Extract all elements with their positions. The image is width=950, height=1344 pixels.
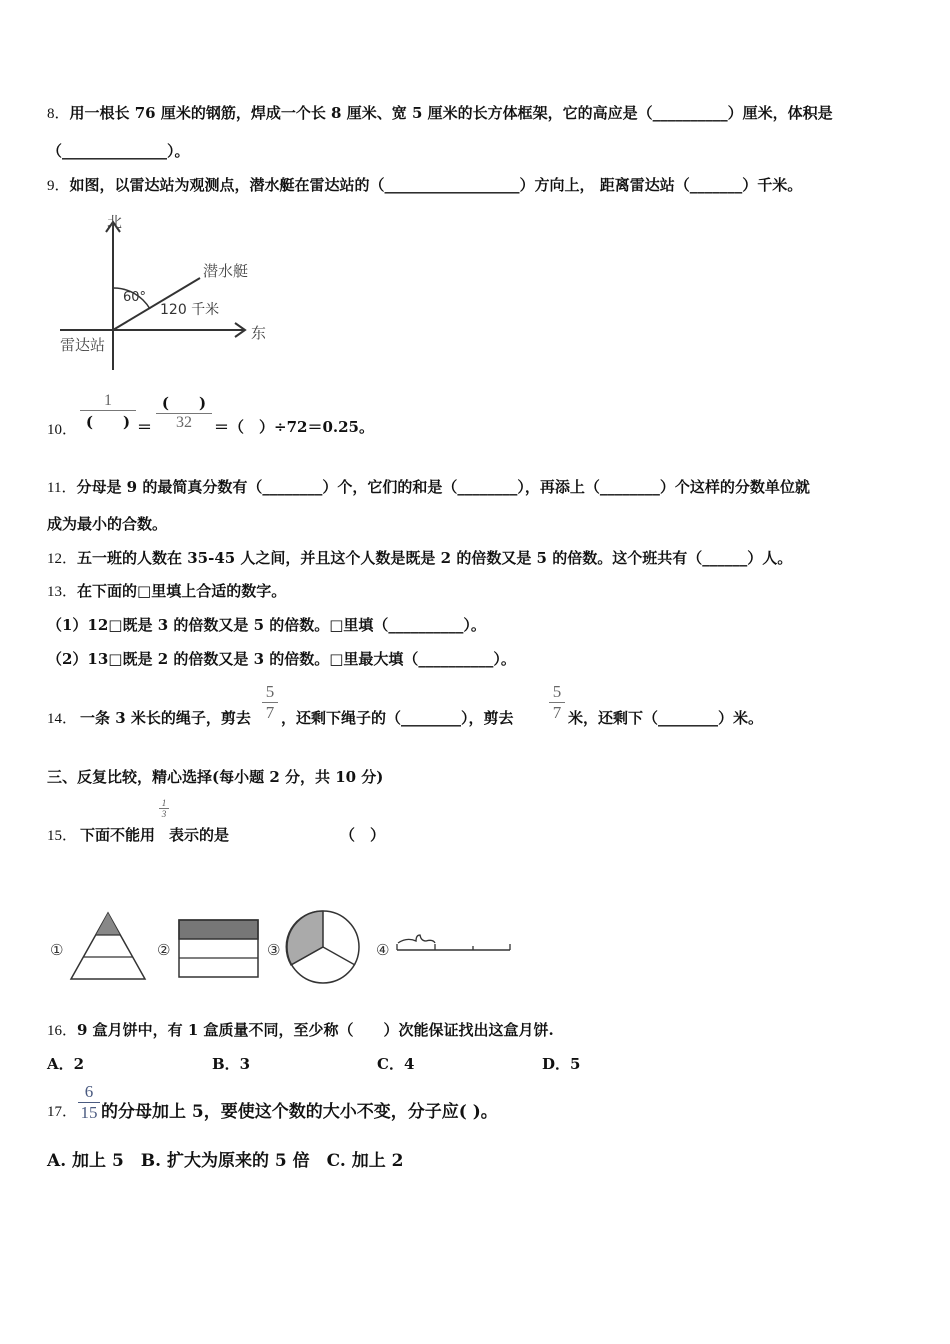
q10-f2-numerator: ( ) [161,394,207,412]
q9-line [47,174,802,195]
q15-text-2: 表示的是 [169,826,230,844]
q15-f-denominator: 3 [161,809,167,819]
q10-f1-numerator: 1 [104,392,112,409]
q12-number: 12． [47,551,78,567]
q16-option-d[interactable]: D．5 [542,1055,581,1073]
option-2-label: ② [157,941,171,959]
option-1-label: ① [50,941,64,959]
q17-fraction [78,1082,100,1123]
option-3-label: ③ [267,941,281,959]
q14-f2-denominator: 7 [552,703,562,722]
q8-text: 用一根长 76 厘米的钢筋，焊成一个长 8 厘米、宽 5 厘米的长方体框架，它的高应是（__________）厘米，体积是 [69,104,833,122]
q17-number: 17． [47,1104,78,1120]
submarine-label: 潜水艇 [203,262,249,280]
distance-label: 120 千米 [160,302,220,318]
q10-number: 10． [47,422,78,438]
q13-part1: （1）12□既是 3 的倍数又是 5 的倍数。□里填（__________）。 [47,616,486,634]
q13-number: 13． [47,584,78,600]
q11-line2: 成为最小的合数。 [47,515,168,533]
q10-fraction-2 [156,392,212,432]
q14-text-2: ，还剩下绳子的（________），剪去 [281,709,514,727]
q12-text: 五一班的人数在 35-45 人之间，并且这个人数是既是 2 的倍数又是 5 的倍数。这个班共有（______）人。 [77,549,793,567]
q15-number: 15． [47,828,78,844]
section-3-title: 三、反复比较，精心选择(每小题 2 分，共 10 分) [47,768,384,786]
q10-f1-denominator: ( ) [85,413,131,431]
q17-options: A. 加上 5 B. 扩大为原来的 5 倍 C. 加上 2 [47,1151,404,1171]
q14-text-1: 一条 3 米长的绳子，剪去 [80,709,251,727]
q8-line1 [47,102,833,123]
q8-number: 8． [47,106,70,122]
q17-f-denominator: 15 [80,1103,98,1122]
q16-line [47,1019,554,1040]
q10-fraction-1 [80,392,136,432]
east-label: 东 [251,324,267,342]
q15-fraction [159,798,169,819]
q13-text: 在下面的□里填上合适的数字。 [77,582,287,600]
q14-f2-numerator: 5 [552,682,562,701]
q17-text: 的分母加上 5，要使这个数的大小不变，分子应( )。 [101,1102,498,1122]
q11-text: 分母是 9 的最简真分数有（________）个，它们的和是（________），再添上（________）个这样的分数单位就 [76,478,810,496]
q16-text: 9 盒月饼中，有 1 盒质量不同，至少称（ ）次能保证找出这盒月饼. [77,1021,554,1039]
q17-f-numerator: 6 [84,1082,94,1101]
q14-f1-denominator: 7 [265,703,275,722]
q14-number: 14． [47,711,78,727]
triangle-shaded-top [96,913,120,935]
angle-label: 60° [123,290,147,305]
q10-f2-denominator: 32 [176,414,192,431]
q15-f-numerator: 1 [161,798,167,808]
q14-f1-numerator: 5 [265,682,275,701]
q10-rest: ＝（ ）÷72＝0.25。 [214,418,374,436]
north-label: 北 [107,213,123,231]
q16-option-b[interactable]: B．3 [212,1055,251,1073]
q14-text-3: 米，还剩下（________）米。 [568,709,764,727]
segment-brace [398,935,435,943]
q16-option-a[interactable]: A．2 [47,1055,85,1073]
q10-equals-1: ＝ [137,418,153,436]
q14-fraction-1 [262,682,278,723]
q13-part2: （2）13□既是 2 的倍数又是 3 的倍数。□里最大填（__________）。 [47,650,516,668]
option-2-rect-shaded [179,920,258,939]
q9-number: 9． [47,178,70,194]
circle-divider [323,947,355,965]
option-4-label: ④ [376,941,390,959]
q14-fraction-2 [549,682,565,723]
q11-number: 11． [47,480,77,496]
q15-text-1: 下面不能用 [80,826,156,844]
q11-line1 [47,476,810,497]
q13-line [47,580,286,601]
q15-answer-paren: （ ） [340,826,386,844]
station-label: 雷达站 [60,336,106,354]
q9-text: 如图，以雷达站为观测点，潜水艇在雷达站的（__________________）方向上， 距离雷达站（_______）千米。 [69,176,803,194]
q8-line2: （______________）。 [47,142,190,160]
q16-number: 16． [47,1023,78,1039]
q9-direction-diagram [55,210,295,370]
q15-options-figure [45,905,525,995]
q16-option-c[interactable]: C．4 [377,1055,415,1073]
q12-line [47,547,792,568]
